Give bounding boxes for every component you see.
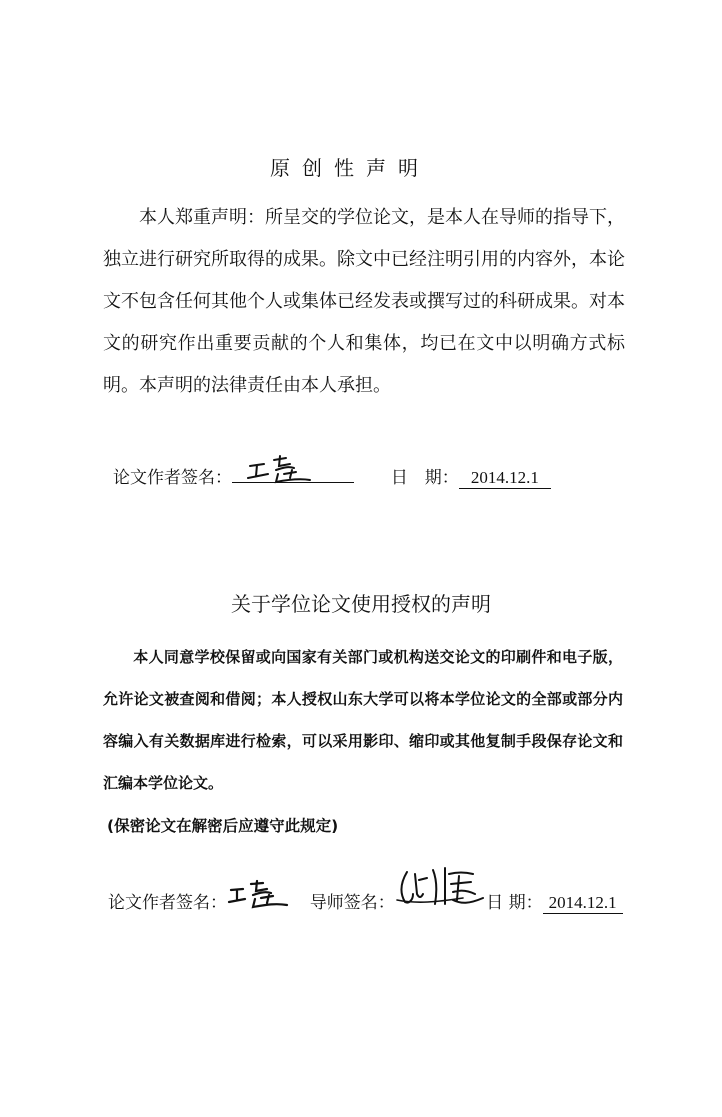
author-signature-field (232, 462, 354, 483)
authorization-signature-line (108, 888, 623, 914)
advisor-signature-field (395, 888, 481, 908)
authorization-declaration-text (103, 636, 623, 804)
originality-declaration-title: 原创性声明 (270, 156, 430, 180)
originality-declaration-text (103, 197, 625, 407)
advisor-handwritten-signature (397, 864, 487, 912)
date-label: 日 期： (390, 468, 459, 488)
originality-declaration-body: 本人郑重声明：所呈交的学位论文，是本人在导师的指导下，独立进行研究所取得的成果。除文中已经注明引用的内容外，本论文不包含任何其他个人或集体已经发表或撰写过的科研成果。对本文的研究作出重要贡献的个人和集体，均已在文中以明确方式标明。本声明的法律责任由本人承担。 (103, 207, 625, 396)
author-signature-label: 论文作者签名： (113, 468, 232, 488)
authorization-declaration-body: 本人同意学校保留或向国家有关部门或机构送交论文的印刷件和电子版，允许论文被查阅和借阅；本人授权山东大学可以将本学位论文的全部或部分内容编入有关数据库进行检索，可以采用影印、缩印或其他复制手段保存论文和汇编本学位论文。 (103, 648, 623, 792)
authorization-declaration-title: 关于学位论文使用授权的声明 (231, 592, 491, 616)
author-handwritten-signature-2 (229, 878, 291, 912)
signing-date: 2014.12.1 (548, 893, 617, 912)
date-field (459, 468, 551, 489)
date-field (543, 893, 623, 914)
author-signature-label: 论文作者签名： (108, 893, 227, 913)
author-handwritten-signature-1 (246, 452, 316, 486)
originality-signature-line (113, 462, 551, 489)
author-signature-field (227, 888, 293, 908)
signing-date: 2014.12.1 (470, 468, 539, 487)
date-label: 日 期： (486, 893, 543, 913)
advisor-signature-label: 导师签名： (309, 893, 395, 913)
confidentiality-note: (保密论文在解密后应遵守此规定) (107, 817, 339, 835)
